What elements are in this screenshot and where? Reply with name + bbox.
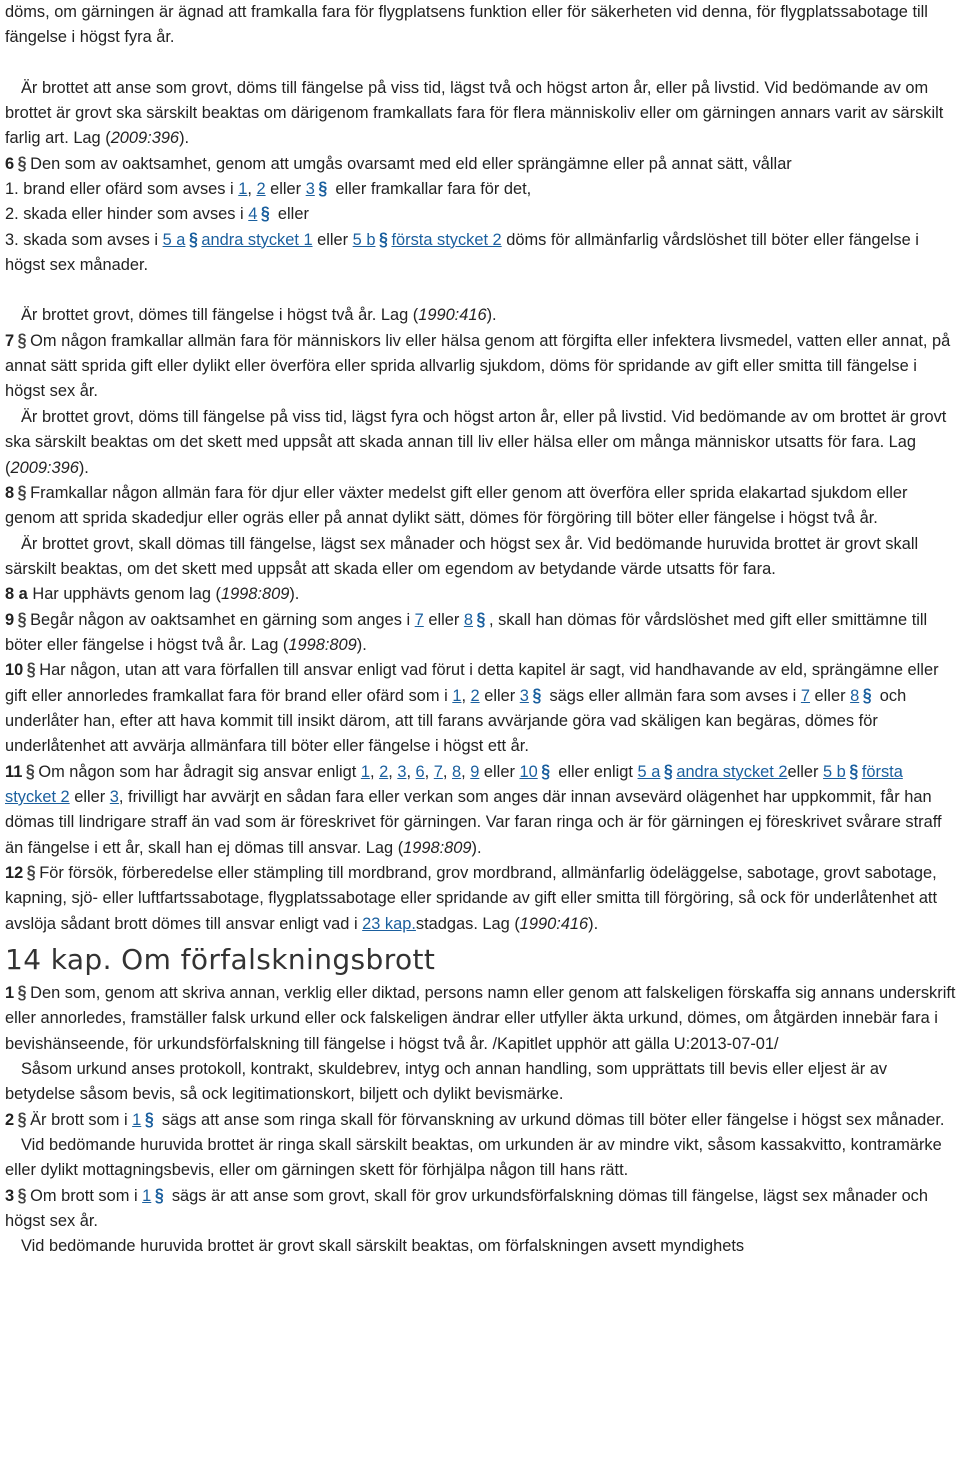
section-link[interactable]: [519, 763, 553, 781]
list-text: eller framkallar fara för det,: [330, 180, 532, 199]
section-link[interactable]: [464, 611, 489, 629]
section-text: , skall han dömas för vårdslöshet med gift eller smittämne till böter eller fängelse i högst två år. Lag (: [5, 610, 928, 654]
law-reference: 1990:416: [418, 306, 487, 325]
section-10: [5, 658, 956, 759]
section-number: 9: [5, 610, 15, 629]
paragraph: [5, 405, 956, 481]
link-text: första stycket 2: [391, 230, 502, 249]
section-number: 10: [5, 661, 24, 680]
section-link[interactable]: [132, 1111, 157, 1129]
chapter-section-1: [5, 981, 956, 1057]
law-reference: 1998:809: [288, 635, 357, 654]
section-link[interactable]: [850, 687, 875, 705]
list-text: eller: [265, 180, 306, 199]
section-text: ).: [356, 635, 367, 654]
section-text: eller enligt: [553, 762, 638, 781]
paragraph: [5, 1234, 956, 1259]
section-link[interactable]: 2: [256, 180, 266, 199]
paragraph: [5, 303, 956, 328]
separator-text: ,: [461, 762, 471, 781]
chapter-section-2: [5, 1108, 956, 1133]
section-6: [5, 152, 956, 177]
section-sign-icon: §: [849, 762, 859, 782]
list-item: [5, 228, 956, 279]
section-text: ).: [588, 914, 599, 933]
section-sign-icon: §: [17, 483, 27, 504]
section-sign-icon: §: [862, 686, 872, 706]
section-link[interactable]: [520, 687, 545, 705]
link-text: 3: [519, 686, 529, 705]
link-text: 5 a: [162, 230, 186, 249]
link-text: 5 a: [637, 762, 661, 781]
separator-text: ,: [442, 762, 453, 781]
paragraph: [5, 76, 956, 152]
chapter-link[interactable]: 23 kap.: [362, 914, 416, 933]
link-text: 5 b: [352, 230, 376, 249]
section-sign-icon: §: [144, 1110, 154, 1130]
section-number: 12: [5, 864, 24, 882]
section-number: 1: [5, 984, 15, 1003]
section-text: Den som, genom att skriva annan, verklig eller diktad, persons namn eller genom att falskeligen förskaffa sig annans underskrift eller annorledes, framställer falsk urkund eller ock falskeligen ändrar eller utfyller äkta urkund, dömes, om åtgärden innebär fara i bevishänseende, för urkundsförfalskning till fängelse i högst två år. /Kapitlet upphör att gälla U:2013-07-01/: [5, 984, 956, 1053]
list-text: 3. skada som avses i: [5, 230, 163, 249]
section-link[interactable]: [353, 231, 502, 249]
list-text: eller: [312, 230, 353, 249]
section-link[interactable]: 7: [414, 610, 424, 629]
section-text: sägs är att anse som grovt, skall för grov urkundsförfalskning dömas till fängelse, lägst sex månader och högst sex år.: [5, 1186, 928, 1231]
section-sign-icon: §: [17, 1110, 27, 1130]
list-text: 2. skada eller hinder som avses i: [5, 205, 249, 224]
section-link[interactable]: 1: [360, 762, 370, 781]
law-reference: 2009:396: [110, 129, 180, 148]
spacer: [5, 278, 956, 303]
section-text: Om någon som har ådragit sig ansvar enligt: [38, 762, 361, 781]
section-sign-icon: §: [663, 762, 673, 782]
section-link[interactable]: [638, 763, 788, 781]
list-text: eller: [273, 205, 309, 224]
section-text: Framkallar någon allmän fara för djur eller växter medelst gift eller genom att överföra eller sprida elakartad sjukdom eller genom att sprida skadedjur eller ogräs eller på annat dylikt sätt, dömes för förgöring till böter eller fängelse i högst två år.: [5, 483, 908, 528]
section-text: eller: [479, 686, 520, 705]
section-sign-icon: §: [17, 1186, 27, 1207]
link-text: 5 b: [823, 762, 846, 781]
link-text: 10: [519, 762, 538, 781]
section-number: 6: [5, 154, 15, 173]
law-reference: 1998:809: [403, 838, 472, 857]
list-text: döms för allmänfarlig vårdslöshet till böter eller fängelse i högst sex månader.: [5, 230, 919, 275]
section-text: sägs eller allmän fara som avses i: [544, 686, 801, 705]
section-8: [5, 481, 956, 532]
chapter-section-3: [5, 1184, 956, 1235]
separator-text: ,: [388, 762, 398, 781]
section-link[interactable]: 3: [397, 762, 407, 781]
section-text: eller: [69, 787, 110, 806]
section-text: ).: [471, 838, 482, 857]
paragraph-text: Är brottet grovt, dömes till fängelse i högst två år. Lag (: [21, 306, 419, 325]
section-text: , frivilligt har avvärjt en sådan fara eller verkan som anges där innan avsevärd olägenhet har uppkommit, får han dömas till lindrigare straff än vad som är föreskrivet för gärningen. Var faran ringa och är för gärningen ej föreskrivet svårare straff än fängelse i ett år, skall han ej dömas till ansvar. Lag (: [5, 787, 942, 857]
paragraph-text: Är brottet grovt, skall dömas till fängelse, lägst sex månader och högst sex år. Vid bedömande huruvida brottet är grovt skall särskilt beaktas, om det skett med uppsåt att skada eller om egendom av betydande värde utsatts för fara.: [5, 534, 919, 578]
section-text: stadgas. Lag (: [415, 914, 520, 933]
separator-text: ,: [369, 762, 380, 781]
section-sign-icon: §: [188, 230, 198, 250]
paragraph: [5, 1057, 956, 1108]
paragraph-text: döms, om gärningen är ägnad att framkalla fara för flygplatsens funktion eller för säkerheten vid denna, för flygplatssabotage till fängelse i högst fyra år.: [5, 3, 928, 47]
section-text: och underlåter han, efter att hava kommit till insikt därom, att till farans avvärjande göra vad skäligen kan begäras, dömes för underlåtenhet att avvärja allmänfara till böter eller fängelse i högst ett år.: [5, 686, 907, 756]
section-text: eller: [479, 762, 520, 781]
paragraph-text: Såsom urkund anses protokoll, kontrakt, skuldebrev, intyg och annan handling, som upprättats till bevis eller eljest är av betydelse såsom bevis, så ock legitimationskort, biljett och dylikt bevismärke.: [5, 1060, 888, 1104]
list-text: ,: [247, 180, 257, 199]
link-text: första stycket 2: [5, 762, 903, 806]
section-sign-icon: §: [26, 863, 36, 884]
link-text: 1: [132, 1110, 142, 1129]
section-sign-icon: §: [17, 983, 27, 1004]
section-text: ).: [289, 585, 300, 604]
paragraph-text: ).: [78, 458, 89, 477]
paragraph-text: Vid bedömande huruvida brottet är ringa skall särskilt beaktas, om urkunden är av mindre vikt, såsom kassakvitto, kontramärke eller dylikt mottagningsbevis, eller om gärningen skett för förhjälpa någon till hans rätt.: [5, 1136, 942, 1180]
section-text: eller: [423, 610, 464, 629]
section-text: Har någon, utan att vara förfallen till ansvar enligt vad förut i detta kapitel är sagt, vid handhavande av eld, sprängämne eller gift eller annorledes framkallat fara för brand eller ofärd som i: [5, 661, 939, 705]
section-link[interactable]: [306, 180, 331, 198]
list-item: [5, 177, 956, 202]
section-text: Den som av oaktsamhet, genom att umgås ovarsamt med eld eller sprängämne eller på annat sätt, vållar: [30, 154, 792, 173]
section-text: För försök, förberedelse eller stämpling till mordbrand, grov mordbrand, allmänfarlig ödeläggelse, sabotage, grovt sabotage, kapning, sjö- eller luftfartssabotage, flygplatssabotage eller spridande av gift eller smitta till förgöring, så ock för underlåtenhet att avslöja sådant brott dömes till ansvar enligt vad i: [5, 864, 938, 933]
link-text: 1: [142, 1186, 152, 1205]
separator-text: ,: [424, 762, 434, 781]
section-link[interactable]: 6: [415, 762, 425, 781]
paragraph-text: Vid bedömande huruvida brottet är grovt skall särskilt beaktas, om förfalskningen avsett myndighets: [21, 1237, 745, 1256]
paragraph: [5, 532, 956, 583]
paragraph: [5, 1133, 956, 1184]
section-link[interactable]: 9: [470, 762, 480, 781]
section-12: [5, 861, 956, 937]
section-text: sägs att anse som ringa skall för förvanskning av urkund dömas till böter eller fängelse i högst sex månader.: [157, 1110, 945, 1129]
section-link[interactable]: 1: [238, 180, 248, 199]
section-sign-icon: §: [17, 154, 27, 174]
section-text: ,: [461, 686, 471, 705]
section-sign-icon: §: [379, 230, 388, 250]
section-link[interactable]: [248, 205, 273, 223]
section-number: 2: [5, 1110, 15, 1129]
spacer: [5, 51, 956, 76]
section-number: 7: [5, 331, 15, 350]
section-text: Om brott som i: [30, 1186, 143, 1205]
link-text: andra stycket 1: [201, 230, 313, 249]
section-link[interactable]: 7: [433, 762, 443, 781]
section-link[interactable]: 2: [470, 686, 480, 705]
section-sign-icon: §: [154, 1186, 164, 1207]
section-7: [5, 329, 956, 405]
section-9: [5, 608, 956, 659]
list-item: [5, 202, 956, 227]
link-text: 8: [463, 610, 473, 629]
section-sign-icon: §: [26, 660, 36, 681]
section-8a: [5, 582, 956, 607]
separator-text: ,: [406, 762, 416, 781]
section-number: 11: [5, 762, 23, 781]
link-text: andra stycket 2: [676, 762, 788, 781]
section-text: eller: [810, 686, 851, 705]
section-number: 8 a: [5, 585, 28, 604]
section-link[interactable]: 2: [379, 762, 389, 781]
section-text: Om någon framkallar allmän fara för människors liv eller hälsa genom att förgifta eller infektera livsmedel, vatten eller annat, på annat sätt sprida gift eller dylikt eller överföra eller sprida allvarlig sjukdom, döms för spridande av gift eller smitta till fängelse i högst sex år.: [5, 331, 951, 401]
section-text: Begår någon av oaktsamhet en gärning som anges i: [30, 610, 415, 629]
list-text: 1. brand eller ofärd som avses i: [5, 180, 239, 199]
section-link[interactable]: [163, 231, 313, 249]
section-number: 8: [5, 483, 15, 502]
law-reference: 2009:396: [10, 458, 79, 477]
section-link[interactable]: [142, 1187, 167, 1205]
section-text: eller: [787, 762, 824, 781]
section-sign-icon: §: [17, 610, 27, 630]
section-link[interactable]: 7: [800, 686, 810, 705]
section-number: 3: [5, 1186, 15, 1205]
link-text: 4: [248, 205, 258, 224]
chapter-heading: [5, 941, 956, 979]
section-sign-icon: §: [318, 179, 328, 200]
chapter-title: 14 kap. Om förfalskningsbrott: [5, 943, 436, 977]
paragraph-text: ).: [486, 306, 497, 325]
section-sign-icon: §: [532, 686, 542, 706]
section-text: Har upphävts genom lag (: [27, 585, 221, 604]
section-link[interactable]: 3: [109, 787, 119, 806]
section-sign-icon: §: [17, 331, 27, 352]
link-text: 3: [305, 180, 315, 199]
section-link[interactable]: 8: [452, 762, 462, 781]
paragraph-text: ).: [179, 129, 190, 148]
paragraph: [5, 0, 956, 51]
law-reference: 1990:416: [519, 914, 589, 933]
paragraph-text: Är brottet grovt, döms till fängelse på viss tid, lägst fyra och högst arton år, eller på livstid. Vid bedömande av om brottet är grovt ska särskilt beaktas om det skett med uppsåt att skada annan till liv eller hälsa eller om många människor utsatts för fara. Lag (: [5, 407, 947, 477]
link-text: 8: [850, 686, 860, 705]
section-sign-icon: §: [260, 205, 270, 225]
section-text: Är brott som i: [30, 1110, 133, 1129]
section-sign-icon: §: [476, 610, 486, 630]
section-sign-icon: §: [25, 762, 35, 782]
paragraph-text: Är brottet att anse som grovt, döms till fängelse på viss tid, lägst två och högst arton år, eller på livstid. Vid bedömande av om brottet är grovt ska särskilt beaktas om därigenom framkallats fara för flera människoliv eller om gärningen annars varit av särskilt farlig art. Lag (: [5, 78, 944, 148]
law-reference: 1998:809: [220, 585, 290, 604]
section-sign-icon: §: [541, 762, 551, 782]
section-link[interactable]: 1: [452, 686, 462, 705]
section-11: [5, 760, 956, 861]
